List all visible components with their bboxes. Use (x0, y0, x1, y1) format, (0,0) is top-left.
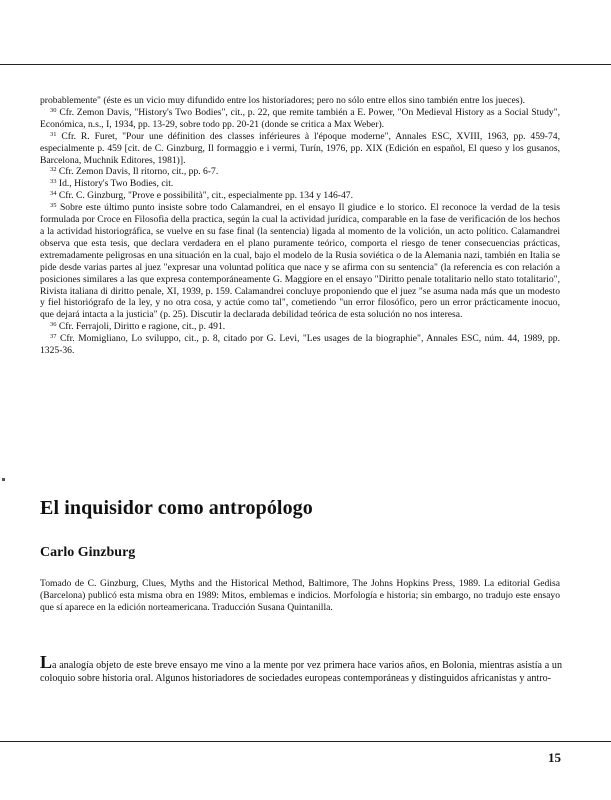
footnote-continuation: probablemente" (éste es un vicio muy difundido entre los historiadores; pero no sólo entre ellos sino también entre los jueces). (40, 95, 526, 106)
article-title: El inquisidor como antropólogo (40, 497, 313, 519)
footnotes (40, 95, 560, 357)
body-paragraph: La analogía objeto de este breve ensayo me vino a la mente por vez primera hace varios años, en Bolonia, mientras asistía a un coloquio sobre historia oral. Algunos historiadores de sociedades europeas contemporáneas y distinguidos africanistas y antro- (40, 652, 562, 684)
footnote-37: $^{37}$ Cfr. Momigliano, Lo sviluppo, cit., p. 8, citado por G. Levi, "Les usages de la biographie", Annales ESC, núm. 44, 1989, pp. 1325-36. (40, 333, 560, 357)
footnote-33: $^{33}$ Id., History's Two Bodies, cit. (50, 178, 174, 190)
footnote-32: $^{32}$ Cfr. Zemon Davis, Il ritorno, cit., pp. 6-7. (50, 166, 219, 178)
footer-rule (0, 741, 611, 742)
header-rule (0, 64, 611, 65)
margin-mark (2, 478, 5, 481)
footnote-34: $^{34}$ Cfr. C. Ginzburg, "Prove e possibilità", cit., especialmente pp. 134 y 146-47. (50, 190, 353, 202)
footnote-31: $^{31}$ Cfr. R. Furet, "Pour une définition des classes inférieures à l'époque moderne", Annales ESC, XVIII, 1963, pp. 459-74, especialmente p. 459 [cit. de C. Ginzburg, Il formaggio e i vermi, Turín, 1976, pp. XIX (Edición en español, El queso y los gusanos, Barcelona, Muchnik Editores, 1981)]. (40, 130, 560, 166)
author-name: Carlo Ginzburg (40, 545, 136, 560)
page-number: 15 (548, 750, 561, 765)
footnote-36: $^{36}$ Cfr. Ferrajoli, Diritto e ragione, cit., p. 491. (50, 321, 226, 333)
footnote-35: $^{35}$ Sobre este último punto insiste sobre todo Calamandrei, en el ensayo Il giudice e lo storico. El reconoce la verdad de la tesis formulada por Croce en Filosofia della practica, según la cual la actividad jurídica, comparable en la fase de verificación de los hechos a la actividad historiográfica, se vuelve en su fase final (la sentencia) ligada al momento de la volición, un acto político. Calamandrei observa que esta tesis, que declara verdadera en el plano puramente teórico, comporta el riesgo de tener consecuencias prácticas, extremadamente peligrosas en una situación en la cual, bajo el modelo de la Rusia soviética o de la Alemania nazi, también en Italia se pide desde varias partes al juez "expresar una voluntad política que nace y se afirma con su sentencia" (la referencia es con relación a posiciones similares a las que expresa contemporáneamente G. Maggiore en el ensayo "Diritto penale totalitario nello stato totalitario", Rivista italiana di diritto penale, XI, 1939, p. 159. Calamandrei concluye proponiendo que el juez "se asuma nada más que un modesto y fiel historiógrafo de la ley, y no otra cosa, y actúe como tal", cometiendo "un error filosófico, pero un error prácticamente inocuo, que dejará intacta a la justicia" (p. 25). Discutir la declarada debilidad teórica de esta solución no nos interesa. (40, 202, 560, 321)
source-note: Tomado de C. Ginzburg, Clues, Myths and the Historical Method, Baltimore, The Johns Hopkins Press, 1989. La editorial Gedisa (Barcelona) publicó esta misma obra en 1989: Mitos, emblemas e indicios. Morfología e historia; sin embargo, no tradujo este ensayo que sí aparece en la edición norteamericana. Traducción Susana Quintanilla. (40, 578, 560, 613)
drop-cap: L (40, 652, 53, 672)
footnote-30: $^{30}$ Cfr. Zemon Davis, "History's Two Bodies", cit., p. 22, que remite también a E. Power, "On Medieval History as a Social Study", Económica, n.s., I, 1934, pp. 13-29, sobre todo pp. 20-21 (donde se critica a Max Weber). (40, 106, 561, 130)
